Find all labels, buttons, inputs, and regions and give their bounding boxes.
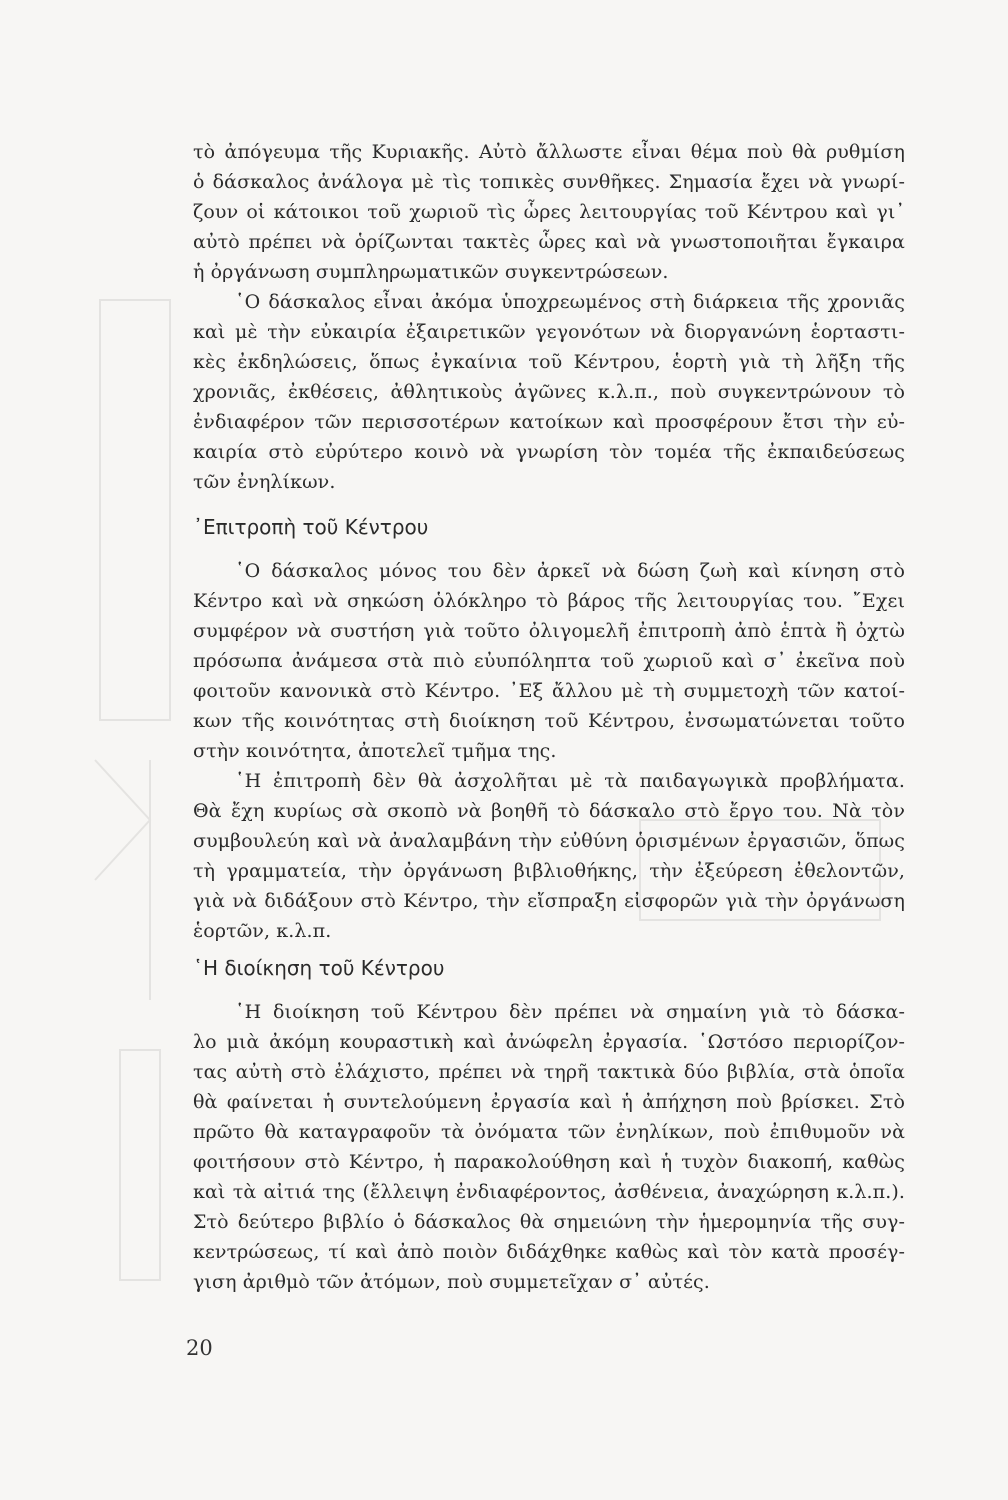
paragraph-block-administration bbox=[193, 997, 905, 1297]
text-line: χρονιᾶς, ἐκθέσεις, ἀθλητικοὺς ἀγῶνες κ.λ.π., ποὺ συγκεντρώνουν τὸ bbox=[193, 381, 905, 403]
text-line: ἐνδιαφέρον τῶν περισσοτέρων κατοίκων καὶ προσφέρουν ἔτσι τὴν εὐ- bbox=[193, 411, 905, 433]
text-line: κὲς ἐκδηλώσεις, ὅπως ἐγκαίνια τοῦ Κέντρου, ἑορτὴ γιὰ τὴ λῆξη τῆς bbox=[193, 351, 905, 373]
section-heading-administration: ῾Η διοίκηση τοῦ Κέντρου bbox=[193, 956, 445, 980]
text-line: τας αὐτὴ στὸ ἐλάχιστο, πρέπει νὰ τηρῆ τακτικὰ δύο βιβλία, στὰ ὁποῖα bbox=[193, 1061, 905, 1083]
text-line: καὶ τὰ αἰτιά της (ἔλλειψη ἐνδιαφέροντος, ἀσθένεια, ἀναχώρηση κ.λ.π.). bbox=[193, 1181, 905, 1203]
text-line: ζουν οἱ κάτοικοι τοῦ χωριοῦ τὶς ὧρες λειτουργίας τοῦ Κέντρου καὶ γι᾿ bbox=[193, 201, 905, 223]
paragraph-block-committee bbox=[193, 556, 905, 946]
text-line: Στὸ δεύτερο βιβλίο ὁ δάσκαλος θὰ σημειώνη τὴν ἡμερομηνία τῆς συγ- bbox=[193, 1211, 905, 1233]
text-line: στὴν κοινότητα, ἀποτελεῖ τμῆμα της. bbox=[193, 740, 557, 762]
text-line: τὸ ἀπόγευμα τῆς Κυριακῆς. Αὐτὸ ἄλλωστε εἶναι θέμα ποὺ θὰ ρυθμίση bbox=[193, 141, 905, 163]
text-line: κων τῆς κοινότητας στὴ διοίκηση τοῦ Κέντρου, ἐνσωματώνεται τοῦτο bbox=[193, 710, 905, 732]
text-line: θὰ φαίνεται ἡ συντελούμενη ἐργασία καὶ ἡ ἀπήχηση ποὺ βρίσκει. Στὸ bbox=[193, 1091, 905, 1113]
text-line: φοιτοῦν κανονικὰ στὸ Κέντρο. ᾿Εξ ἄλλου μὲ τὴ συμμετοχὴ τῶν κατοί- bbox=[193, 680, 905, 702]
text-line: πρῶτο θὰ καταγραφοῦν τὰ ὀνόματα τῶν ἐνηλίκων, ποὺ ἐπιθυμοῦν νὰ bbox=[193, 1121, 905, 1143]
text-line: Κέντρο καὶ νὰ σηκώση ὁλόκληρο τὸ βάρος τῆς λειτουργίας του. ῎Εχει bbox=[193, 590, 905, 612]
text-line: συμφέρον νὰ συστήση γιὰ τοῦτο ὀλιγομελῆ ἐπιτροπὴ ἀπὸ ἑπτὰ ἢ ὀχτὼ bbox=[193, 620, 905, 642]
text-line: πρόσωπα ἀνάμεσα στὰ πιὸ εὐυπόληπτα τοῦ χωριοῦ καὶ σ᾿ ἐκεῖνα ποὺ bbox=[193, 650, 905, 672]
text-line: γιὰ νὰ διδάξουν στὸ Κέντρο, τὴν εἴσπραξη εἰσφορῶν γιὰ τὴν ὀργάνωση bbox=[193, 890, 905, 912]
text-line: ἑορτῶν, κ.λ.π. bbox=[193, 920, 332, 942]
text-line: τὴ γραμματεία, τὴν ὀργάνωση βιβλιοθήκης, τὴν ἐξεύρεση ἐθελοντῶν, bbox=[193, 860, 905, 882]
text-line: ἡ ὀργάνωση συμπληρωματικῶν συγκεντρώσεων. bbox=[193, 261, 669, 283]
section-heading-committee: ᾿Επιτροπὴ τοῦ Κέντρου bbox=[193, 515, 429, 539]
page-number: 20 bbox=[186, 1336, 213, 1360]
text-line: ῾Η διοίκηση τοῦ Κέντρου δὲν πρέπει νὰ σημαίνη γιὰ τὸ δάσκα- bbox=[235, 1001, 905, 1023]
text-line: ὁ δάσκαλος ἀνάλογα μὲ τὶς τοπικὲς συνθῆκες. Σημασία ἔχει νὰ γνωρί- bbox=[193, 171, 905, 193]
text-line: ῾Ο δάσκαλος μόνος του δὲν ἀρκεῖ νὰ δώση ζωὴ καὶ κίνηση στὸ bbox=[235, 560, 905, 582]
text-line: τῶν ἐνηλίκων. bbox=[193, 471, 336, 493]
text-line: αὐτὸ πρέπει νὰ ὁρίζωνται τακτὲς ὧρες καὶ νὰ γνωστοποιῆται ἔγκαιρα bbox=[193, 231, 905, 253]
text-line: φοιτήσουν στὸ Κέντρο, ἡ παρακολούθηση καὶ ἡ τυχὸν διακοπή, καθὼς bbox=[193, 1151, 905, 1173]
text-line: συμβουλεύη καὶ νὰ ἀναλαμβάνη τὴν εὐθύνη ὁρισμένων ἐργασιῶν, ὅπως bbox=[193, 830, 905, 852]
text-line: καιρία στὸ εὐρύτερο κοινὸ νὰ γνωρίση τὸν τομέα τῆς ἐκπαιδεύσεως bbox=[193, 441, 905, 463]
text-line: ῾Ο δάσκαλος εἶναι ἀκόμα ὑποχρεωμένος στὴ διάρκεια τῆς χρονιᾶς bbox=[235, 291, 905, 313]
text-line: Θὰ ἔχη κυρίως σὰ σκοπὸ νὰ βοηθῆ τὸ δάσκαλο στὸ ἔργο του. Νὰ τὸν bbox=[193, 800, 905, 822]
text-line: λο μιὰ ἀκόμη κουραστικὴ καὶ ἀνώφελη ἐργασία. ῾Ωστόσο περιορίζον- bbox=[193, 1031, 905, 1053]
paragraph-block-intro bbox=[193, 137, 905, 497]
text-line: καὶ μὲ τὴν εὐκαιρία ἐξαιρετικῶν γεγονότων νὰ διοργανώνη ἑορταστι- bbox=[193, 321, 905, 343]
text-line: γιση ἀριθμὸ τῶν ἀτόμων, ποὺ συμμετεῖχαν σ᾿ αὐτές. bbox=[193, 1271, 710, 1293]
text-line: ῾Η ἐπιτροπὴ δὲν θὰ ἀσχολῆται μὲ τὰ παιδαγωγικὰ προβλήματα. bbox=[235, 770, 905, 792]
text-line: κεντρώσεως, τί καὶ ἀπὸ ποιὸν διδάχθηκε καθὼς καὶ τὸν κατὰ προσέγ- bbox=[193, 1241, 905, 1263]
